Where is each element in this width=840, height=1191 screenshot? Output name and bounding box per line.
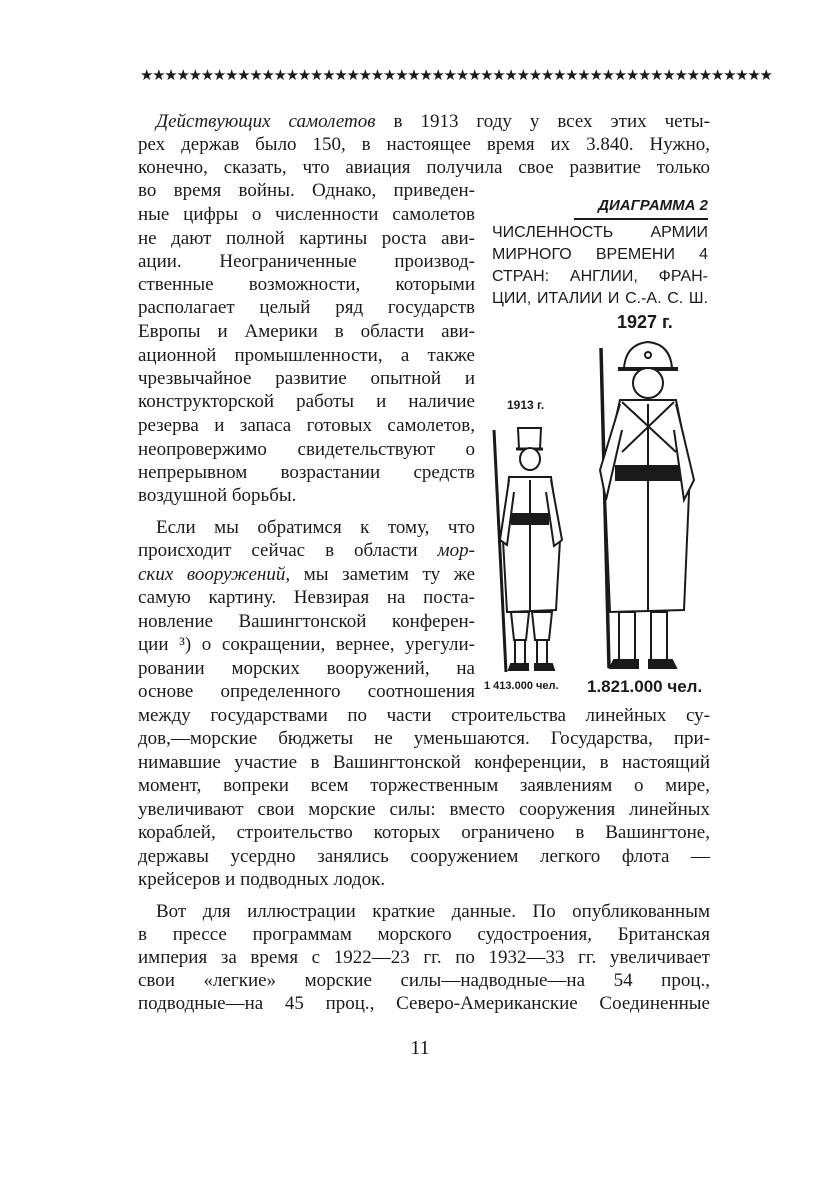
left-gaiter-1913: [515, 640, 525, 664]
text-line: ации. Неограниченные производ-: [138, 251, 475, 272]
chart-caption-line: ЦИИ, ИТАЛИИ И С.-А. С. Ш.: [492, 290, 708, 307]
text-line: Вот для иллюстрации краткие данные. По опубликованным: [156, 901, 710, 922]
text-line: подводные—на 45 проц., Северо-Американские Соединенные: [138, 993, 710, 1014]
text-line: ровании морских вооружений, на: [138, 658, 475, 679]
italic-phrase: мор-: [437, 540, 475, 561]
text-line: воздушной борьбы.: [138, 485, 297, 506]
text-line: кораблей, строительство которых ограничено в Вашингтоне,: [138, 822, 710, 843]
text-line: ции ³) о сокращении, вернее, урегули-: [138, 634, 475, 655]
star-rule-decoration: ★★★★★★★★★★★★★★★★★★★★★★★★★★★★★★★★★★★★★★★★★★★★★★★★★★★★: [140, 66, 772, 84]
text-line: новление Вашингтонской конферен-: [138, 611, 475, 632]
text-line: в прессе программам морского судостроения, Британская: [138, 924, 710, 945]
text-line: ских вооружений, мы заметим ту же: [138, 564, 476, 585]
text-line: Действующих самолетов в 1913 году у всех этих четы-: [156, 111, 710, 132]
text-line: располагает целый ряд государств: [138, 297, 475, 318]
value-label-1927: 1.821.000 чел.: [587, 677, 703, 696]
chart-title: ДИАГРАММА 2: [574, 196, 708, 220]
text-line: конструкторской работы и наличие: [138, 391, 475, 412]
text-line: самую картину. Невзирая на поста-: [138, 587, 475, 608]
soldier-1913-figure: [494, 428, 562, 672]
text-line: ационной промышленности, а также: [138, 345, 475, 366]
category-label-1927: 1927 г.: [617, 312, 673, 332]
chart-caption-line: ЧИСЛЕННОСТЬ АРМИИ: [492, 224, 708, 241]
text-line: увеличивают свои морские силы: вместо сооружения линейных: [138, 799, 710, 820]
belt-1913: [512, 514, 548, 524]
soldier-1927-figure: [600, 342, 694, 668]
text-line: державы усердно занялись сооружением легкого флота —: [138, 846, 710, 867]
head-1927: [633, 368, 663, 398]
kepi-hat: [518, 428, 541, 449]
belt-1927: [616, 466, 682, 480]
left-leg-1927: [619, 612, 635, 660]
text-line: империя за время с 1922—23 гг. по 1932—33 гг. увеличивает: [138, 947, 710, 968]
text-line: не дают полной картины роста ави-: [138, 228, 475, 249]
text-line: свои «легкие» морские силы—надводные—на 54 проц.,: [138, 970, 710, 991]
text-line: неопровержимо свидетельствуют о: [138, 439, 475, 460]
text-line: дов,—морские бюджеты не уменьшаются. Государства, при-: [138, 728, 710, 749]
text-line: между государствами по части строительства линейных су-: [138, 705, 710, 726]
right-gaiter-1913: [537, 640, 547, 664]
text-line: нимавшие участие в Вашингтонской конференции, в настоящий: [138, 752, 710, 773]
text-line: непрерывном возрастании средств: [138, 462, 475, 483]
left-leg-1913: [511, 612, 529, 640]
text-line: основе определенного соотношения: [138, 681, 475, 702]
chart-caption-line: СТРАН: АНГЛИИ, ФРАН-: [492, 268, 708, 285]
right-leg-1913: [532, 612, 552, 640]
page-number: 11: [410, 1037, 430, 1059]
text-line: конечно, сказать, что авиация получила свое развитие только: [138, 157, 710, 178]
text-line: Европы и Америки в области ави-: [138, 321, 475, 342]
italic-phrase: ских вооружений,: [138, 564, 291, 585]
text-line: во время войны. Однако, приведен-: [138, 180, 475, 201]
text-line: чрезвычайное развитие опытной и: [138, 368, 475, 389]
text-line: момент, вопреки всем торжественным заявлениям о мире,: [138, 775, 710, 796]
italic-phrase: Действующих самолетов: [156, 111, 376, 132]
head-1913: [520, 448, 540, 470]
text-line: крейсеров и подводных лодок.: [138, 869, 386, 890]
text-line: резерва и запаса готовых самолетов,: [138, 415, 475, 436]
chart-caption-line: МИРНОГО ВРЕМЕНИ 4: [492, 246, 708, 263]
text-line: происходит сейчас в области мор-: [138, 540, 475, 561]
text-line: Если мы обратимся к тому, что: [156, 517, 475, 538]
right-leg-1927: [651, 612, 667, 660]
text-line: рех держав было 150, в настоящее время их 3.840. Нужно,: [138, 134, 710, 155]
text-line: ственные возможности, которыми: [138, 274, 475, 295]
category-label-1913: 1913 г.: [507, 398, 545, 412]
text-line: ные цифры о численности самолетов: [138, 204, 475, 225]
value-label-1913: 1 413.000 чел.: [484, 680, 559, 692]
